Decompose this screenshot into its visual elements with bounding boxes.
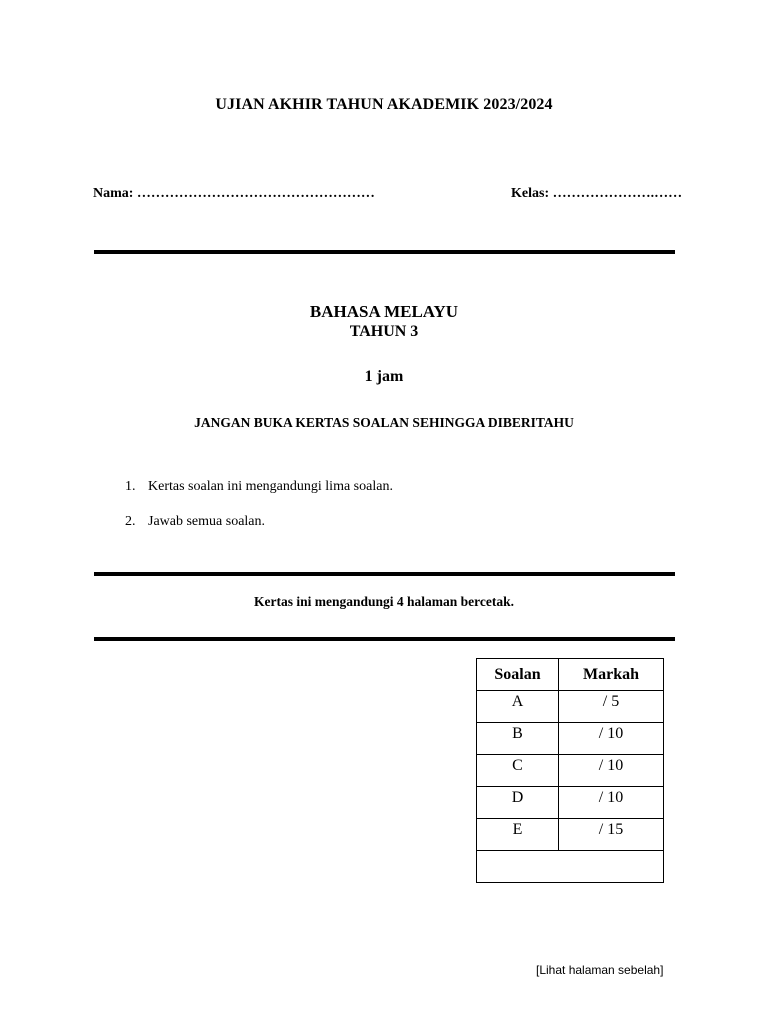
instruction-item-2 — [125, 514, 265, 530]
subject-year: TAHUN 3 — [349, 323, 419, 340]
markah-cell: / 10 — [559, 723, 664, 755]
instruction-text: Jawab semua soalan. — [148, 514, 266, 529]
instruction-number: 1. — [125, 479, 136, 494]
subject-name: BAHASA MELAYU — [309, 302, 459, 321]
table-row — [477, 723, 664, 755]
class-field: Kelas: ………………….…… — [511, 186, 683, 201]
soalan-cell: B — [477, 723, 559, 755]
middle-divider — [94, 572, 675, 576]
instruction-item-1 — [125, 479, 393, 495]
page-count-note: Kertas ini mengandungi 4 halaman bercetak. — [253, 594, 515, 609]
soalan-cell: C — [477, 755, 559, 787]
bottom-divider — [94, 637, 675, 641]
exam-duration: 1 jam — [364, 368, 404, 385]
instruction-number: 2. — [125, 514, 136, 529]
markah-cell: / 5 — [559, 691, 664, 723]
marks-table — [476, 658, 664, 883]
total-cell — [477, 851, 664, 883]
soalan-cell: A — [477, 691, 559, 723]
markah-cell: / 15 — [559, 819, 664, 851]
table-row — [477, 755, 664, 787]
total-row — [477, 851, 664, 883]
name-field: Nama: …………………………………………… — [93, 186, 375, 201]
header-markah: Markah — [559, 659, 664, 691]
markah-cell: / 10 — [559, 787, 664, 819]
exam-title: UJIAN AKHIR TAHUN AKADEMIK 2023/2024 — [215, 96, 553, 113]
next-page-note: [Lihat halaman sebelah] — [536, 963, 664, 977]
header-soalan: Soalan — [477, 659, 559, 691]
soalan-cell: D — [477, 787, 559, 819]
soalan-cell: E — [477, 819, 559, 851]
warning-notice: JANGAN BUKA KERTAS SOALAN SEHINGGA DIBERITAHU — [194, 415, 574, 430]
instruction-text: Kertas soalan ini mengandungi lima soalan. — [148, 479, 393, 494]
table-row — [477, 819, 664, 851]
top-divider — [94, 250, 675, 254]
markah-cell: / 10 — [559, 755, 664, 787]
table-header-row — [477, 659, 664, 691]
table-row — [477, 787, 664, 819]
table-row — [477, 691, 664, 723]
